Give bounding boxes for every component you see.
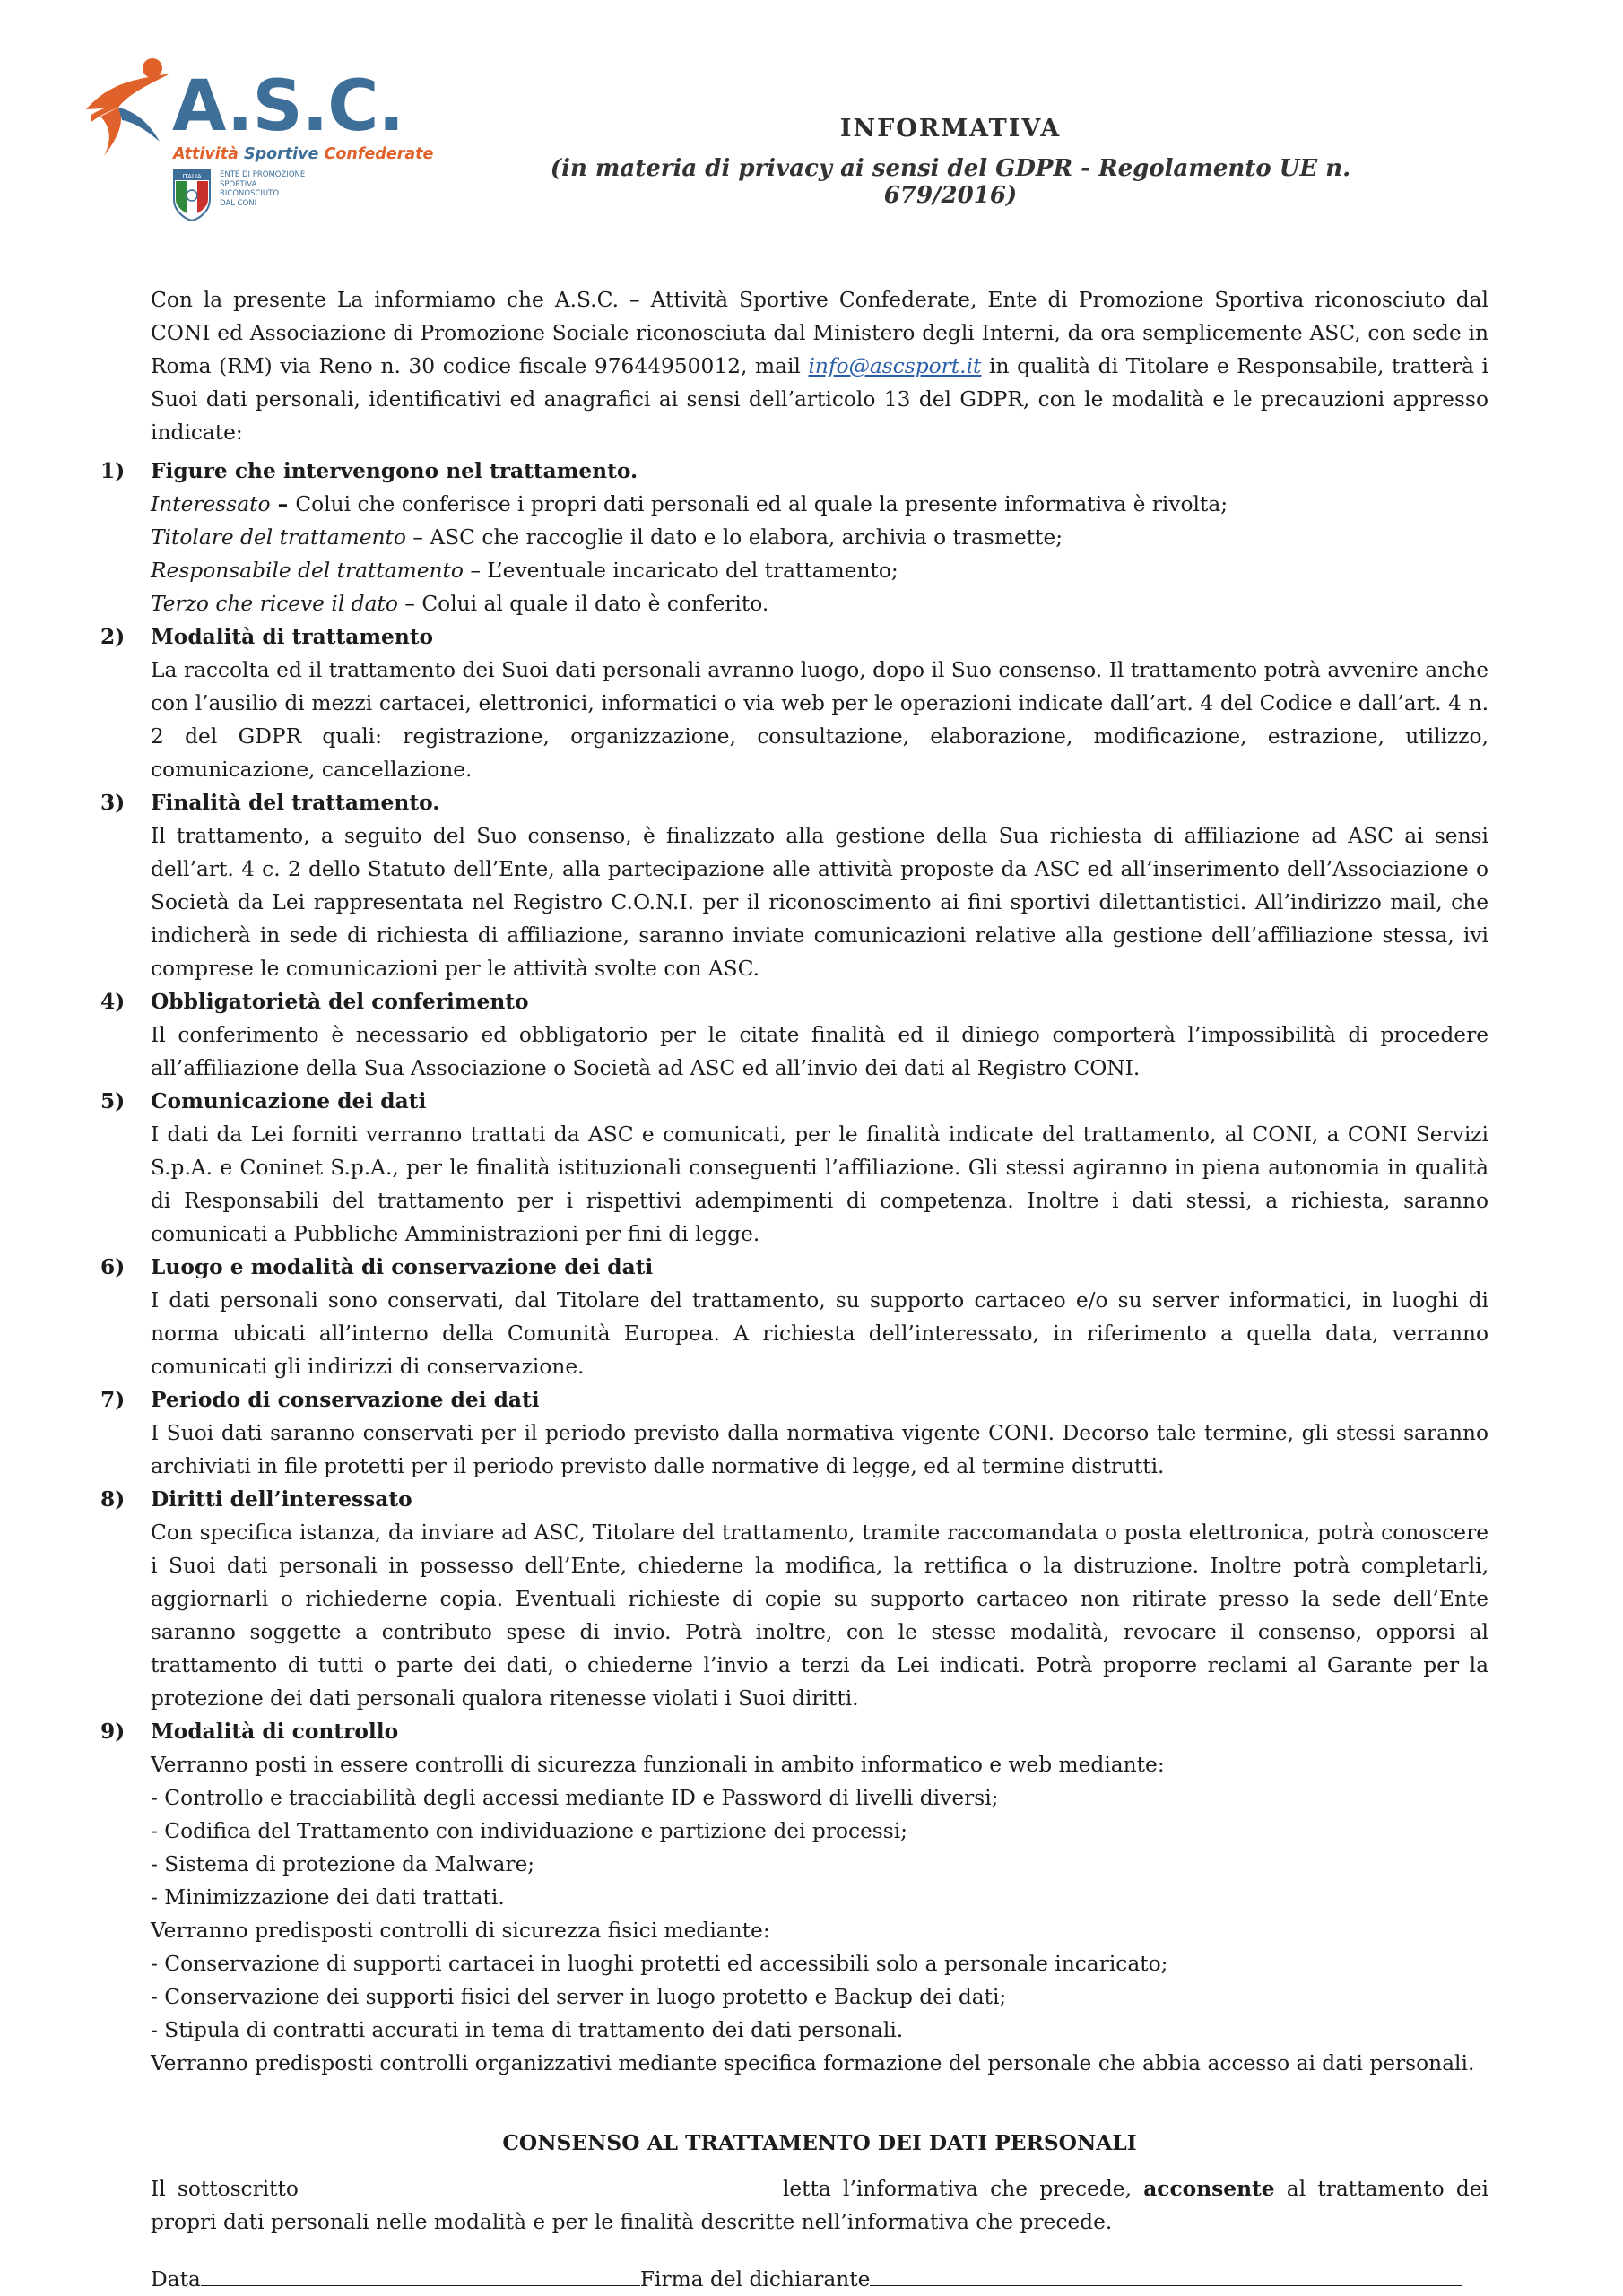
role-text: L’eventuale incaricato del trattamento; — [487, 559, 898, 583]
date-field[interactable] — [201, 2262, 640, 2286]
signature-field[interactable] — [870, 2262, 1462, 2286]
section-8 — [100, 1483, 1488, 1715]
section-number: 2) — [100, 625, 126, 649]
section-4 — [100, 985, 1488, 1085]
role-sep: – — [405, 525, 430, 550]
date-label: Data — [151, 2267, 201, 2292]
section-3 — [100, 786, 1488, 985]
control-line: - Controllo e tracciabilità degli accessi mediante ID e Password di livelli diversi; — [151, 1786, 999, 1810]
role-item — [151, 587, 1488, 620]
consent-statement — [100, 2172, 1488, 2239]
section-title: Figure che intervengono nel trattamento. — [151, 459, 638, 483]
role-term: Titolare del trattamento — [151, 525, 406, 550]
section-title: Luogo e modalità di conservazione dei dati — [151, 1255, 654, 1279]
section-1 — [100, 455, 1488, 620]
coni-line: RICONOSCIUTO — [220, 189, 280, 198]
coni-shield-icon — [172, 169, 212, 222]
coni-recognition-text — [220, 170, 305, 208]
role-text: Colui al quale il dato è conferito. — [421, 592, 769, 616]
role-item — [151, 488, 1488, 521]
control-line: - Codifica del Trattamento con individuazione e partizione dei processi; — [151, 1819, 908, 1843]
section-2 — [100, 620, 1488, 786]
section-body: I dati da Lei forniti verranno trattati da ASC e comunicati, per le finalità indicate del trattamento, al CONI, a CONI Servizi S.p.A. e Coninet S.p.A., per le finalità istituzionali conseguenti l’affiliazione. Gli stessi agiranno in piena autonomia in qualità di Responsabili del trattamento per i rispettivi adempimenti di competenza. Inoltre i dati stessi, a richiesta, saranno comunicati a Pubbliche Amministrazioni per fini di legge. — [151, 1122, 1488, 1246]
coni-line: DAL CONI — [220, 198, 257, 208]
section-number: 7) — [100, 1388, 126, 1412]
role-sep: – — [463, 559, 488, 583]
section-body: Il conferimento è necessario ed obbligatorio per le citate finalità ed il diniego comporterà l’impossibilità di procedere all’affiliazione della Sua Associazione o Società ad ASC ed all’invio dei dati al Registro CONI. — [151, 1023, 1488, 1080]
control-line: Verranno predisposti controlli organizzativi mediante specifica formazione del personale che abbia accesso ai dati personali. — [151, 2051, 1475, 2075]
section-number: 4) — [100, 990, 126, 1014]
section-body: I Suoi dati saranno conservati per il periodo previsto dalla normativa vigente CONI. Decorso tale termine, gli stessi saranno archiviati in file protetti per il periodo previsto dalle normative di legge, ed al termine distrutti. — [151, 1421, 1488, 1478]
role-item — [151, 521, 1488, 554]
section-6 — [100, 1251, 1488, 1383]
document-title: INFORMATIVA — [839, 115, 1062, 143]
control-line: - Sistema di protezione da Malware; — [151, 1852, 535, 1876]
section-body — [100, 1748, 1488, 2080]
section-number: 9) — [100, 1720, 126, 1744]
section-title: Periodo di conservazione dei dati — [151, 1388, 540, 1412]
section-9 — [100, 1715, 1488, 2080]
coni-badge-text: ITALIA — [182, 173, 202, 180]
control-line: Verranno posti in essere controlli di sicurezza funzionali in ambito informatico e web mediante: — [151, 1753, 1165, 1777]
role-sep: – — [270, 492, 296, 516]
section-number: 8) — [100, 1487, 126, 1512]
section-number: 1) — [100, 459, 126, 483]
consent-subject-label: Il sottoscritto — [151, 2177, 299, 2201]
logo-tagline — [173, 145, 433, 163]
signature-row — [100, 2262, 1488, 2296]
role-term: Terzo che riceve il dato — [151, 592, 398, 616]
coni-line: SPORTIVA — [220, 179, 257, 189]
consent-text-cont: al trattamento dei propri dati personali nelle modalità e per le finalità descritte nell’informativa che precede. — [151, 2177, 1488, 2234]
coni-line: ENTE DI PROMOZIONE — [220, 170, 306, 179]
section-7 — [100, 1383, 1488, 1483]
section-body: I dati personali sono conservati, dal Titolare del trattamento, su supporto cartaceo e/o su server informatici, in luoghi di norma ubicati all’interno della Comunità Europea. A richiesta dell’interessato, in riferimento a quella data, verranno comunicati gli indirizzi di conservazione. — [151, 1288, 1488, 1379]
signature-label: Firma del dichiarante — [639, 2267, 871, 2292]
section-number: 5) — [100, 1089, 126, 1113]
section-title: Modalità di trattamento — [151, 625, 434, 649]
section-title: Comunicazione dei dati — [151, 1089, 427, 1113]
section-body: Con specifica istanza, da inviare ad ASC, Titolare del trattamento, tramite raccomandata o posta elettronica, potrà conoscere i Suoi dati personali in possesso dell’Ente, chiederne la modifica, la rettifica o la distruzione. Inoltre potrà completarli, aggiornarli o richiederne copia. Eventuali richieste di copie su supporto cartaceo non ritirate presso la sede dell’Ente saranno soggette a contributo spese di invio. Potrà inoltre, con le stesse modalità, revocare il consenso, opporsi al trattamento di tutti o parte dei dati, o chiederne l’invio a terzi da Lei indicati. Potrà proporre reclami al Garante per la protezione dei dati personali qualora ritenesse violati i Suoi diritti. — [151, 1521, 1488, 1711]
section-number: 6) — [100, 1255, 126, 1279]
document-header — [520, 115, 1381, 209]
control-line: - Conservazione dei supporti fisici del server in luogo protetto e Backup dei dati; — [151, 1985, 1007, 2009]
control-line: Verranno predisposti controlli di sicurezza fisici mediante: — [151, 1919, 770, 1943]
logo-tagline-1: Attività — [173, 145, 244, 163]
role-sep: – — [397, 592, 422, 616]
intro-text-cont: in qualità di Titolare e Responsabile, tratterà i Suoi dati personali, identificativi ed anagrafici ai sensi dell’articolo 13 del GDPR, con le modalità e le precauzioni appresso indicate: — [151, 354, 1488, 445]
consent-text: letta l’informativa che precede, — [782, 2177, 1144, 2201]
control-line: - Conservazione di supporti cartacei in luoghi protetti ed accessibili solo a personale incaricato; — [151, 1952, 1168, 1976]
section-5 — [100, 1085, 1488, 1251]
logo-tagline-3: Confederate — [324, 145, 434, 163]
informativa-body — [100, 283, 1488, 2296]
section-body — [100, 488, 1488, 620]
role-text: Colui che conferisce i propri dati personali ed al quale la presente informativa è rivolta; — [295, 492, 1228, 516]
logo-wordmark: A.S.C. — [172, 66, 404, 147]
role-item — [151, 554, 1488, 587]
asc-logo — [82, 56, 434, 226]
consent-verb: acconsente — [1143, 2177, 1275, 2201]
role-term: Responsabile del trattamento — [151, 559, 464, 583]
section-number: 3) — [100, 791, 126, 815]
document-subtitle: (in materia di privacy ai sensi del GDPR - Regolamento UE n. 679/2016) — [550, 155, 1351, 209]
role-term: Interessato — [151, 492, 271, 516]
role-text: ASC che raccoglie il dato e lo elabora, archivia o trasmette; — [430, 525, 1063, 550]
section-title: Finalità del trattamento. — [151, 791, 440, 815]
control-line: - Stipula di contratti accurati in tema di trattamento dei dati personali. — [151, 2018, 904, 2042]
section-title: Obbligatorietà del conferimento — [151, 990, 529, 1014]
section-body: La raccolta ed il trattamento dei Suoi dati personali avranno luogo, dopo il Suo consenso. Il trattamento potrà avvenire anche con l’ausilio di mezzi cartacei, elettronici, informatici o via web per le operazioni indicate dall’art. 4 del Codice e dall’art. 4 n. 2 del GDPR quali: registrazione, organizzazione, consultazione, elaborazione, modificazione, estrazione, utilizzo, comunicazione, cancellazione. — [151, 658, 1488, 782]
consent-title: CONSENSO AL TRATTAMENTO DEI DATI PERSONALI — [502, 2131, 1137, 2155]
intro-paragraph — [100, 283, 1488, 449]
section-body: Il trattamento, a seguito del Suo consenso, è finalizzato alla gestione della Sua richiesta di affiliazione ad ASC ai sensi dell’art. 4 c. 2 dello Statuto dell’Ente, alla partecipazione alle attività proposte da ASC ed all’inserimento dell’Associazione o Società da Lei rappresentata nel Registro C.O.N.I. per il riconoscimento ai fini sportivi dilettantistici. All’indirizzo mail, che indicherà in sede di richiesta di affiliazione, saranno inviate comunicazioni relative alla gestione dell’affiliazione stessa, ivi comprese le comunicazioni per le attività svolte con ASC. — [151, 824, 1488, 981]
control-line: - Minimizzazione dei dati trattati. — [151, 1885, 505, 1910]
athlete-figure-icon — [82, 56, 176, 163]
logo-tagline-2: Sportive — [244, 145, 325, 163]
email-link[interactable]: info@ascsport.it — [808, 354, 982, 378]
section-title: Diritti dell’interessato — [151, 1487, 412, 1512]
intro-text: Con la presente La informiamo che A.S.C. – Attività Sportive Confederate, Ente di Promozione Sportiva riconosciuto dal CONI ed Associazione di Promozione Sociale riconosciuta dal Ministero degli Interni, da ora semplicemente ASC, con sede in Roma (RM) via Reno n. 30 codice fiscale 97644950012, mail — [151, 288, 1488, 378]
section-title: Modalità di controllo — [151, 1720, 399, 1744]
